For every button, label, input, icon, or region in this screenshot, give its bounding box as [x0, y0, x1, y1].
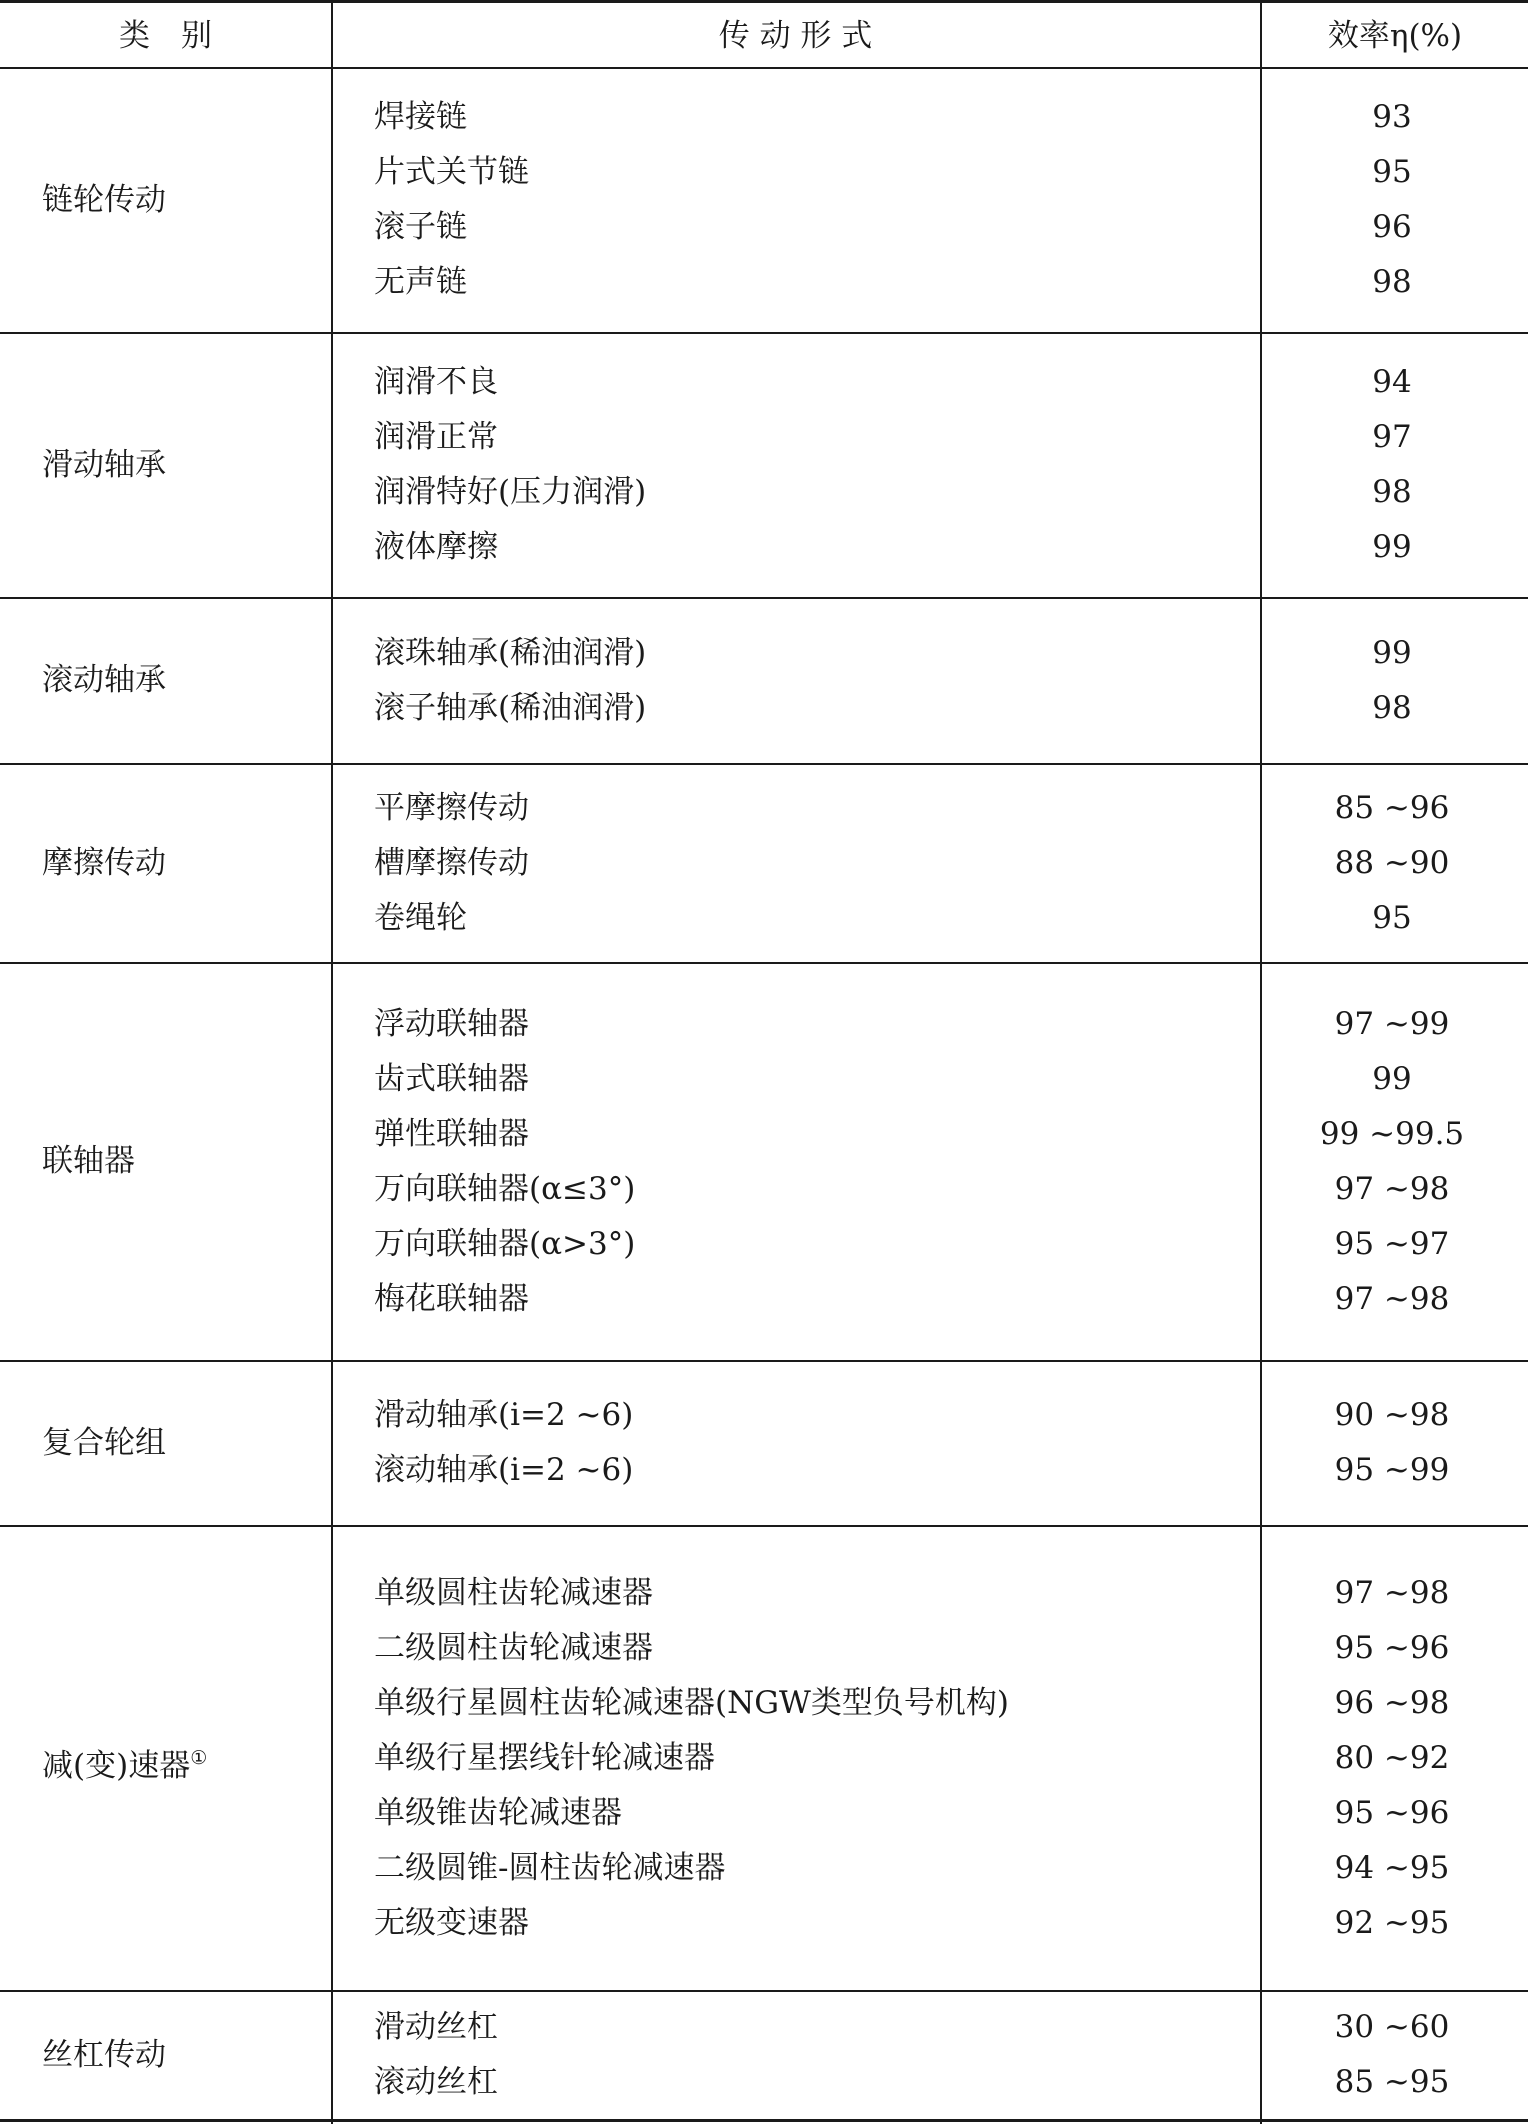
transmission-form-cell: 无声链	[374, 264, 467, 300]
efficiency-cell: 94	[1372, 364, 1412, 400]
group-divider	[0, 597, 1528, 599]
group-divider	[0, 1360, 1528, 1362]
efficiency-cell: 99	[1372, 634, 1412, 671]
transmission-form-cell: 滚动丝杠	[374, 2064, 498, 2100]
efficiency-cell: 99 ~99.5	[1319, 1115, 1465, 1152]
efficiency-cell: 98	[1372, 689, 1412, 726]
group-divider	[0, 763, 1528, 765]
category-label: 丝杠传动	[42, 2036, 166, 2073]
header-form: 传 动 形 式	[718, 18, 873, 54]
transmission-form-cell: 万向联轴器(α>3°)	[374, 1225, 636, 1262]
group-divider	[0, 1990, 1528, 1992]
header-efficiency: 效率η(%)	[1327, 18, 1463, 54]
group-divider	[0, 332, 1528, 334]
efficiency-cell: 95	[1372, 154, 1412, 190]
efficiency-cell: 80 ~92	[1334, 1739, 1450, 1776]
efficiency-cell: 90 ~98	[1334, 1397, 1450, 1433]
efficiency-cell: 98	[1372, 474, 1412, 510]
transmission-form-cell: 单级行星摆线针轮减速器	[374, 1739, 715, 1776]
category-label: 联轴器	[42, 1143, 135, 1179]
efficiency-cell: 95 ~96	[1334, 1629, 1450, 1666]
transmission-form-cell: 二级圆锥-圆柱齿轮减速器	[374, 1849, 726, 1886]
efficiency-cell: 97	[1372, 419, 1412, 455]
efficiency-cell: 92 ~95	[1334, 1904, 1450, 1941]
efficiency-cell: 97 ~98	[1334, 1280, 1450, 1317]
efficiency-cell: 96 ~98	[1334, 1684, 1450, 1721]
transmission-form-cell: 单级行星圆柱齿轮减速器(NGW类型负号机构)	[374, 1684, 1009, 1721]
transmission-form-cell: 单级圆柱齿轮减速器	[374, 1574, 653, 1611]
group-divider	[0, 962, 1528, 964]
efficiency-cell: 85 ~95	[1334, 2064, 1450, 2100]
category-cell	[42, 660, 166, 700]
efficiency-cell: 96	[1372, 209, 1412, 245]
transmission-form-cell: 润滑不良	[374, 364, 498, 400]
transmission-form-cell: 卷绳轮	[374, 899, 467, 936]
category-cell	[42, 1738, 207, 1786]
efficiency-cell: 88 ~90	[1334, 844, 1450, 881]
transmission-form-cell: 液体摩擦	[374, 529, 498, 565]
transmission-form-cell: 二级圆柱齿轮减速器	[374, 1629, 653, 1666]
category-label: 链轮传动	[42, 181, 166, 218]
transmission-form-cell: 润滑正常	[374, 419, 498, 455]
transmission-form-cell: 单级锥齿轮减速器	[374, 1794, 622, 1831]
efficiency-cell: 99	[1372, 529, 1412, 565]
header-category: 类 别	[119, 18, 212, 54]
efficiency-cell: 99	[1372, 1060, 1412, 1097]
efficiency-cell: 97 ~98	[1334, 1574, 1450, 1611]
efficiency-cell: 95 ~99	[1334, 1452, 1450, 1488]
category-cell	[42, 1141, 135, 1181]
transmission-form-cell: 平摩擦传动	[374, 789, 529, 826]
category-cell	[42, 2035, 166, 2075]
transmission-form-cell: 滚子链	[374, 209, 467, 245]
category-cell	[42, 445, 166, 485]
category-label: 滚动轴承	[42, 662, 166, 698]
transmission-form-cell: 槽摩擦传动	[374, 844, 529, 881]
transmission-form-cell: 滑动丝杠	[374, 2009, 498, 2045]
category-cell	[42, 1423, 166, 1463]
efficiency-cell: 85 ~96	[1334, 789, 1450, 826]
header-rule	[0, 67, 1528, 69]
efficiency-cell: 97 ~99	[1334, 1005, 1450, 1042]
category-label: 复合轮组	[42, 1424, 166, 1461]
category-label: 减(变)速器	[42, 1747, 191, 1784]
efficiency-cell: 30 ~60	[1334, 2009, 1450, 2045]
transmission-form-cell: 润滑特好(压力润滑)	[374, 474, 647, 510]
transmission-form-cell: 滑动轴承(i=2 ~6)	[374, 1397, 634, 1433]
transmission-form-cell: 滚子轴承(稀油润滑)	[374, 689, 647, 726]
table-top-rule	[0, 0, 1528, 3]
transmission-form-cell: 万向联轴器(α≤3°)	[374, 1170, 636, 1207]
transmission-form-cell: 弹性联轴器	[374, 1115, 529, 1152]
table-bottom-rule	[0, 2119, 1528, 2122]
transmission-form-cell: 滚动轴承(i=2 ~6)	[374, 1452, 634, 1488]
efficiency-cell: 93	[1372, 99, 1412, 135]
efficiency-cell: 94 ~95	[1334, 1849, 1450, 1886]
transmission-form-cell: 滚珠轴承(稀油润滑)	[374, 634, 647, 671]
group-divider	[0, 1525, 1528, 1527]
efficiency-cell: 95 ~97	[1334, 1225, 1450, 1262]
efficiency-cell: 97 ~98	[1334, 1170, 1450, 1207]
category-cell	[42, 843, 166, 883]
transmission-form-cell: 焊接链	[374, 99, 467, 135]
transmission-form-cell: 齿式联轴器	[374, 1060, 529, 1097]
category-cell	[42, 180, 166, 220]
transmission-form-cell: 梅花联轴器	[374, 1280, 529, 1317]
efficiency-cell: 95	[1372, 899, 1412, 936]
efficiency-cell: 95 ~96	[1334, 1794, 1450, 1831]
transmission-form-cell: 无级变速器	[374, 1904, 529, 1941]
category-label: 滑动轴承	[42, 446, 166, 483]
transmission-form-cell: 浮动联轴器	[374, 1005, 529, 1042]
category-label: 摩擦传动	[42, 844, 166, 881]
column-divider	[331, 0, 333, 2124]
transmission-form-cell: 片式关节链	[374, 154, 529, 190]
efficiency-cell: 98	[1372, 264, 1412, 300]
footnote-marker: ①	[190, 1746, 208, 1769]
